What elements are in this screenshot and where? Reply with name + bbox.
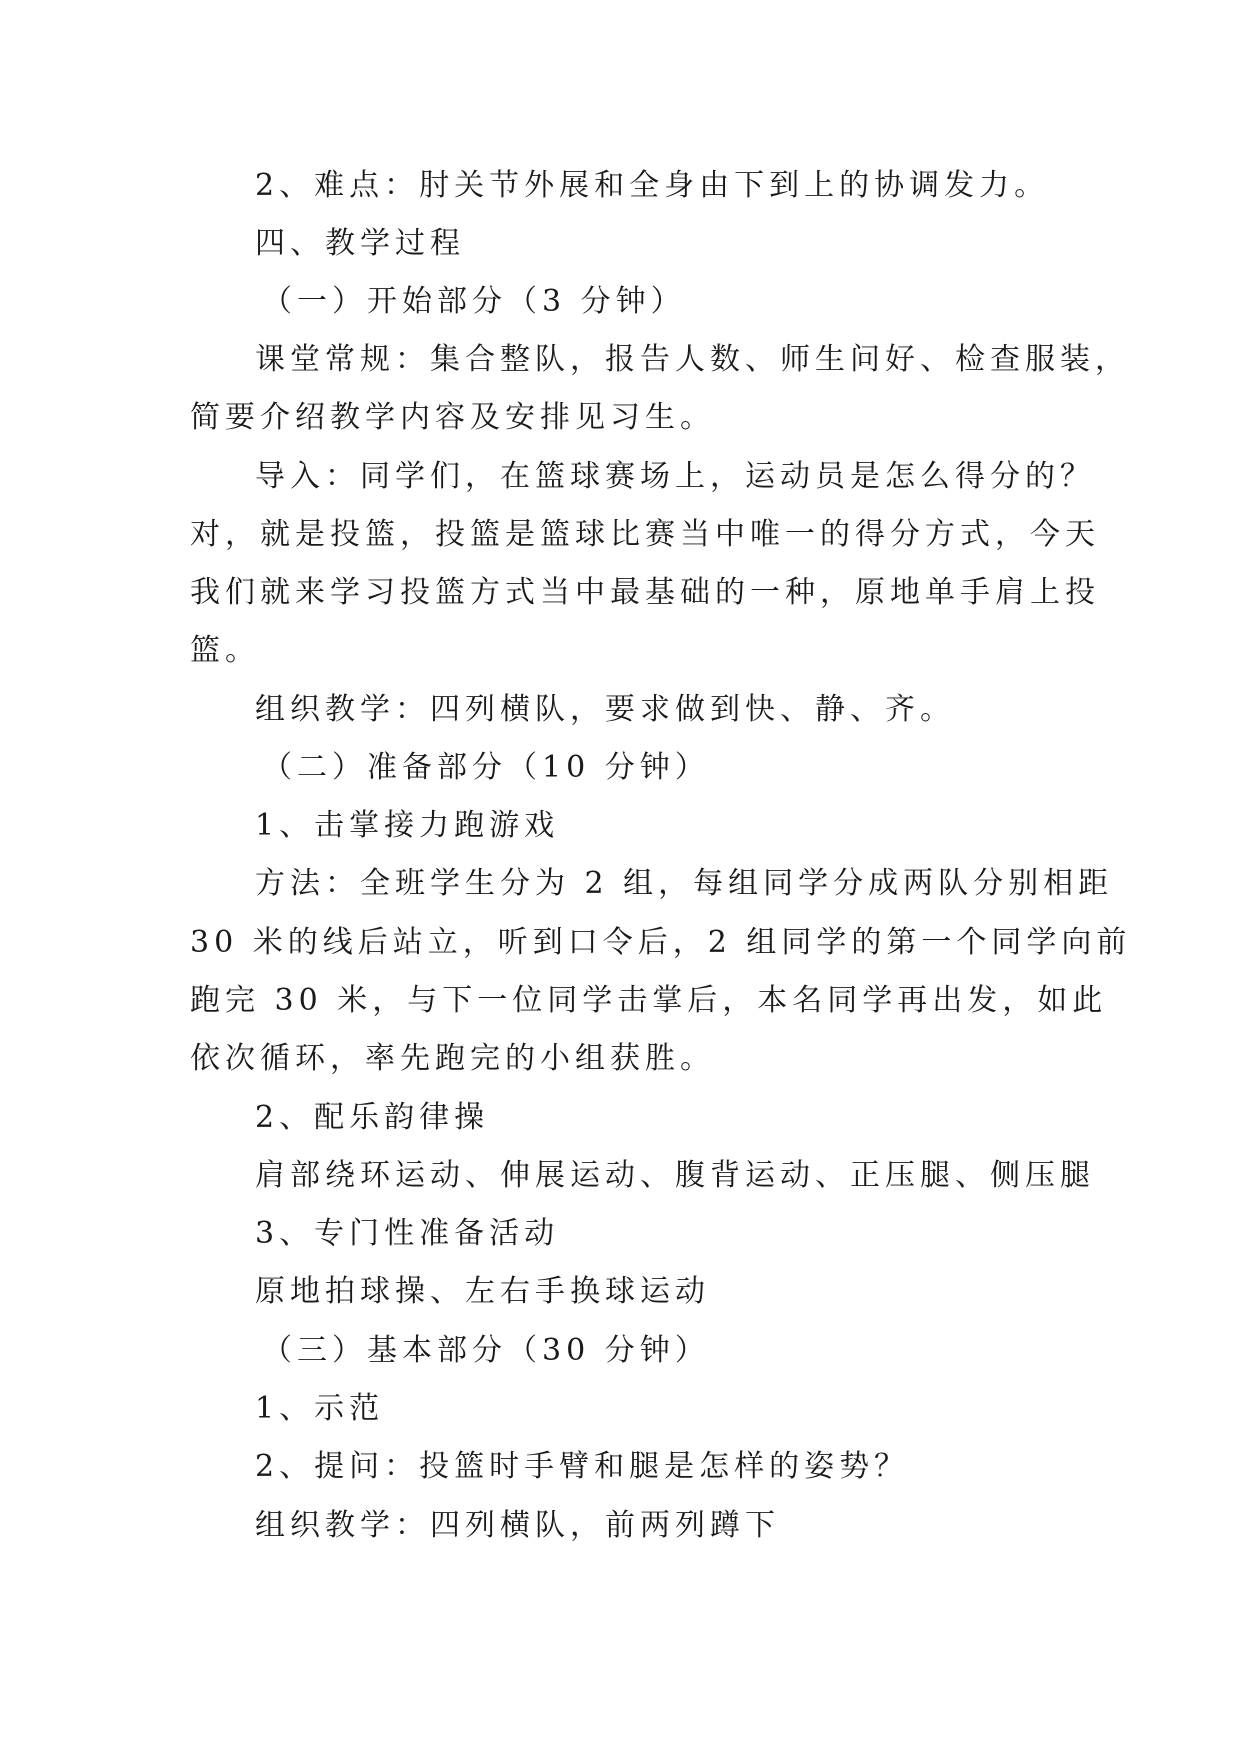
paragraph-method-line4: 依次循环，率先跑完的小组获胜。 [190, 1041, 715, 1076]
heading-prep-section: （二）准备部分（10 分钟） [262, 750, 710, 785]
paragraph-organization-1: 组织教学：四列横队，要求做到快、静、齐。 [255, 692, 955, 727]
paragraph-intro-line3: 我们就来学习投篮方式当中最基础的一种，原地单手肩上投 [190, 575, 1100, 610]
paragraph-difficulty: 2、难点：肘关节外展和全身由下到上的协调发力。 [255, 168, 1050, 203]
paragraph-intro-line4: 篮。 [190, 633, 260, 668]
item-relay-game: 1、击掌接力跑游戏 [255, 808, 560, 843]
paragraph-organization-2: 组织教学：四列横队，前两列蹲下 [255, 1508, 780, 1543]
paragraph-intro-line1: 导入：同学们，在篮球赛场上，运动员是怎么得分的？ [255, 459, 1095, 494]
paragraph-routine-line2: 简要介绍教学内容及安排见习生。 [190, 400, 715, 435]
heading-teaching-process: 四、教学过程 [255, 226, 465, 261]
heading-basic-section: （三）基本部分（30 分钟） [262, 1333, 710, 1368]
item-question: 2、提问：投篮时手臂和腿是怎样的姿势？ [255, 1449, 910, 1484]
paragraph-ball-drills: 原地拍球操、左右手换球运动 [255, 1274, 710, 1309]
item-demonstration: 1、示范 [255, 1391, 385, 1426]
heading-start-section: （一）开始部分（3 分钟） [262, 284, 686, 319]
paragraph-exercise-list: 肩部绕环运动、伸展运动、腹背运动、正压腿、侧压腿 [255, 1158, 1095, 1193]
item-special-prep: 3、专门性准备活动 [255, 1216, 560, 1251]
item-rhythm-exercise: 2、配乐韵律操 [255, 1100, 490, 1135]
paragraph-intro-line2: 对，就是投篮，投篮是篮球比赛当中唯一的得分方式，今天 [190, 517, 1100, 552]
paragraph-method-line3: 跑完 30 米，与下一位同学击掌后，本名同学再出发，如此 [190, 983, 1108, 1018]
paragraph-routine-line1: 课堂常规：集合整队，报告人数、师生问好、检查服装， [255, 342, 1130, 377]
paragraph-method-line1: 方法：全班学生分为 2 组，每组同学分成两队分别相距 [255, 866, 1114, 901]
paragraph-method-line2: 30 米的线后站立，听到口令后，2 组同学的第一个同学向前 [190, 925, 1132, 960]
